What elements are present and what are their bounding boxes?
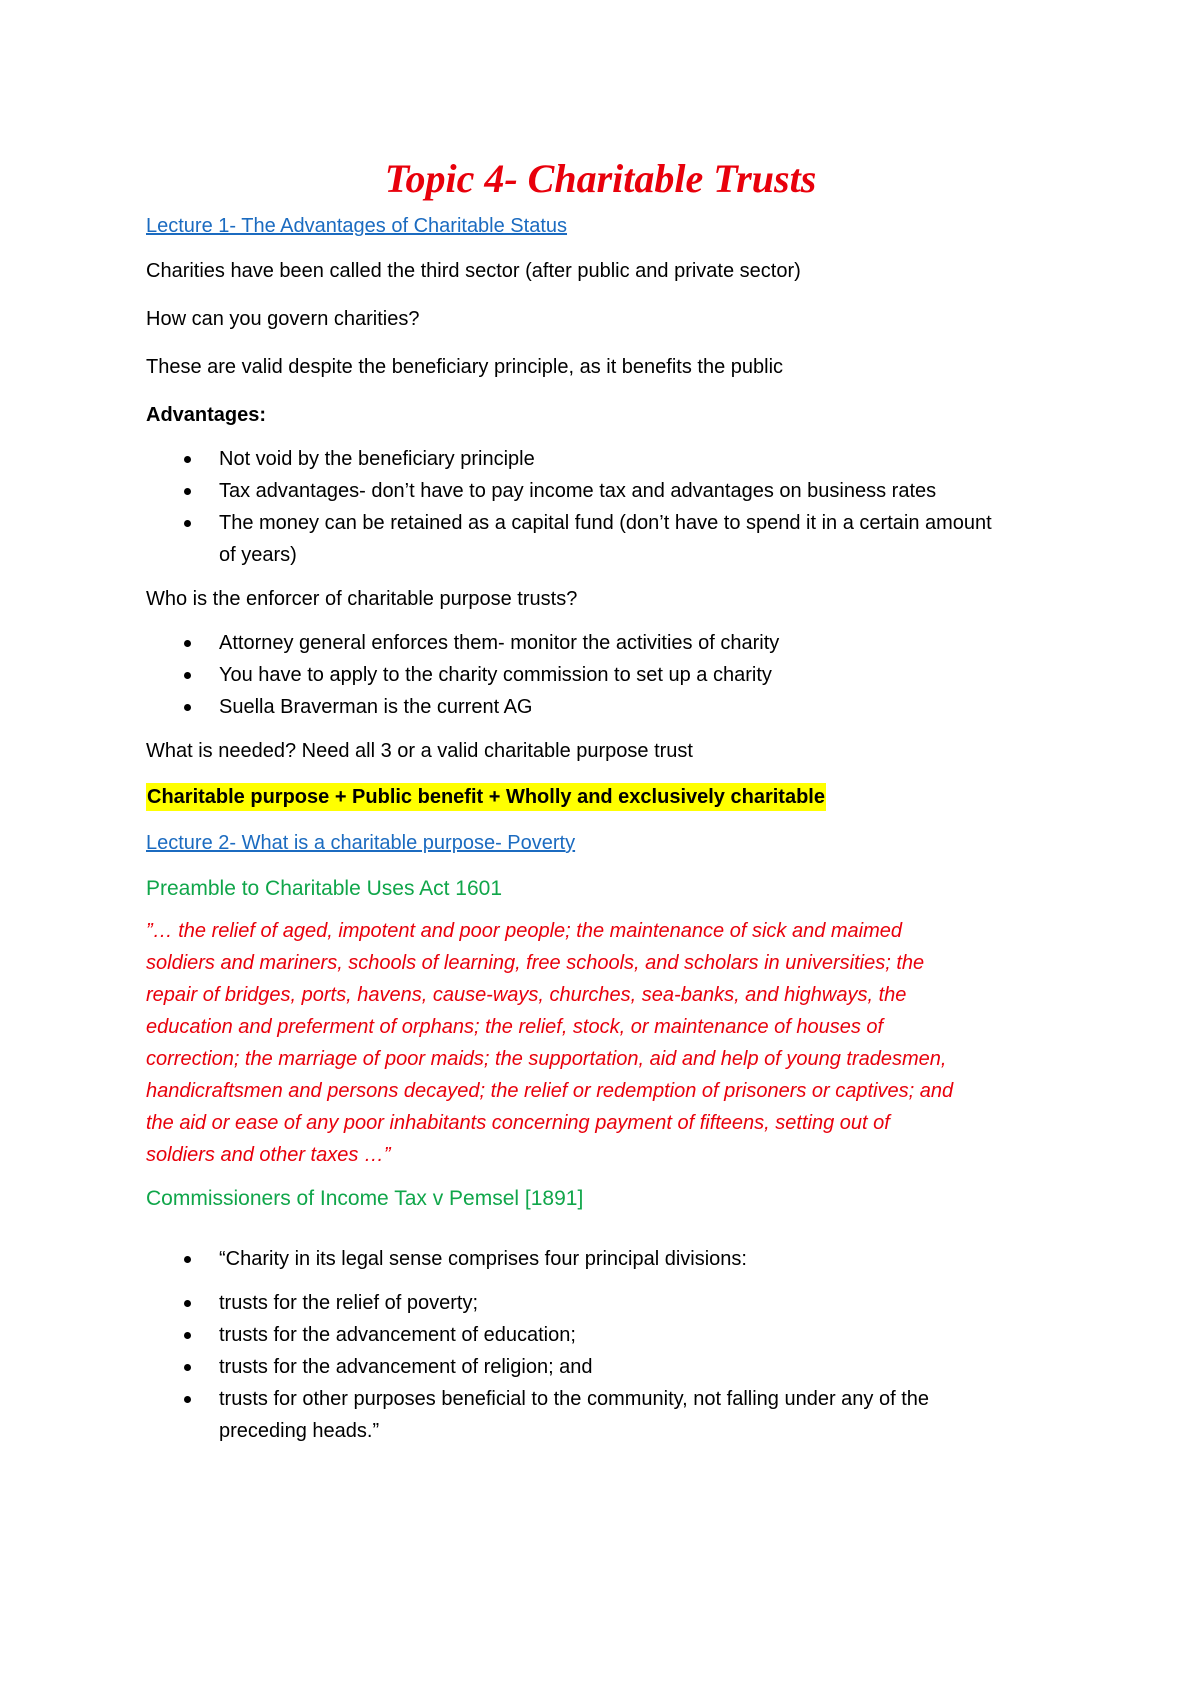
- advantages-list: [146, 443, 1055, 571]
- enforcer-list: [146, 627, 1055, 723]
- what-is-needed: What is needed? Need all 3 or a valid charitable purpose trust: [146, 740, 693, 762]
- enforcer-question: Who is the enforcer of charitable purpose trusts?: [146, 588, 578, 610]
- lecture-2-heading[interactable]: Lecture 2- What is a charitable purpose- Poverty: [146, 832, 576, 854]
- lecture-1-heading[interactable]: Lecture 1- The Advantages of Charitable Status: [146, 215, 568, 237]
- bullet-icon: [184, 640, 191, 647]
- list-item: You have to apply to the charity commission to set up a charity: [146, 659, 1055, 691]
- bullet-icon: [184, 1256, 191, 1263]
- bullet-icon: [184, 488, 191, 495]
- quote-line: repair of bridges, ports, havens, cause-ways, churches, sea-banks, and highways, the: [146, 984, 907, 1006]
- bullet-icon: [184, 456, 191, 463]
- paragraph-third-sector: Charities have been called the third sector (after public and private sector): [146, 260, 801, 282]
- paragraph-valid: These are valid despite the beneficiary principle, as it benefits the public: [146, 356, 784, 378]
- list-item: “Charity in its legal sense comprises four principal divisions:: [146, 1243, 1055, 1275]
- bullet-icon: [184, 1332, 191, 1339]
- list-item: Suella Braverman is the current AG: [146, 691, 1055, 723]
- list-item: trusts for other purposes beneficial to the community, not falling under any of the: [146, 1383, 1055, 1415]
- quote-line: soldiers and mariners, schools of learning, free schools, and scholars in universities; the: [146, 952, 925, 974]
- bullet-icon: [184, 1396, 191, 1403]
- advantages-label: Advantages:: [146, 404, 267, 426]
- document-title: Topic 4- Charitable Trusts: [384, 156, 817, 201]
- bullet-icon: [184, 1364, 191, 1371]
- paragraph-govern: How can you govern charities?: [146, 308, 420, 330]
- list-item: Not void by the beneficiary principle: [146, 443, 1055, 475]
- list-item: trusts for the relief of poverty;: [146, 1287, 1055, 1319]
- pemsel-divisions-list: [146, 1287, 1055, 1447]
- bullet-icon: [184, 672, 191, 679]
- quote-line: soldiers and other taxes …”: [146, 1144, 391, 1166]
- list-item: trusts for the advancement of religion; and: [146, 1351, 1055, 1383]
- quote-line: the aid or ease of any poor inhabitants concerning payment of fifteens, setting out of: [146, 1112, 890, 1134]
- list-item: preceding heads.”: [219, 1420, 380, 1442]
- case-heading: Commissioners of Income Tax v Pemsel [1891]: [146, 1187, 584, 1210]
- list-item: trusts for the advancement of education;: [146, 1319, 1055, 1351]
- preamble-heading: Preamble to Charitable Uses Act 1601: [146, 877, 503, 900]
- list-item: The money can be retained as a capital fund (don’t have to spend it in a certain amount of years): [146, 507, 1055, 571]
- quote-line: ”… the relief of aged, impotent and poor people; the maintenance of sick and maimed: [146, 920, 903, 942]
- bullet-icon: [184, 520, 191, 527]
- pemsel-intro-list: [146, 1243, 1055, 1275]
- quote-line: handicraftsmen and persons decayed; the relief or redemption of prisoners or captives; and: [146, 1080, 954, 1102]
- quote-line: correction; the marriage of poor maids; the supportation, aid and help of young tradesmen,: [146, 1048, 947, 1070]
- list-item: Tax advantages- don’t have to pay income tax and advantages on business rates: [146, 475, 1055, 507]
- bullet-icon: [184, 704, 191, 711]
- highlighted-formula: Charitable purpose + Public benefit + Wholly and exclusively charitable: [146, 783, 826, 811]
- list-item: Attorney general enforces them- monitor the activities of charity: [146, 627, 1055, 659]
- preamble-quote: [146, 915, 1055, 1171]
- bullet-icon: [184, 1300, 191, 1307]
- quote-line: education and preferment of orphans; the relief, stock, or maintenance of houses of: [146, 1016, 884, 1038]
